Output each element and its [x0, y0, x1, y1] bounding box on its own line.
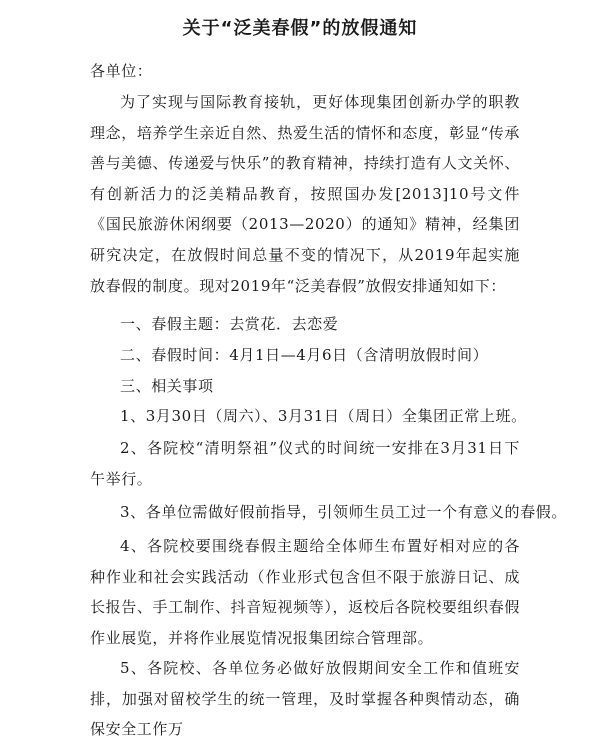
- item-2: 2、各院校“清明祭祖”仪式的时间统一安排在3月31日下午举行。: [90, 439, 520, 488]
- salutation: 各单位：: [90, 62, 153, 80]
- item-3: 3、各单位需做好假前指导，引领师生员工过一个有意义的春假。: [120, 503, 567, 521]
- section-matters: 三、相关事项: [120, 377, 214, 395]
- section-dates: 二、春假时间：4月1日—4月6日（含清明放假时间）: [120, 346, 489, 364]
- item-1: 1、3月30日（周六）、3月31日（周日）全集团正常上班。: [120, 407, 527, 425]
- item-5: 5、各院校、各单位务必做好放假期间安全工作和值班安排，加强对留校学生的统一管理，及时掌握各种舆情动态，确保安全工作万: [90, 659, 520, 739]
- section-theme: 一、春假主题：去赏花．去恋爱: [120, 315, 339, 333]
- intro-paragraph: 为了实现与国际教育接轨，更好体现集团创新办学的职教理念，培养学生亲近自然、热爱生活的情怀和态度，彰显“传承善与美德、传递爱与快乐”的教育精神，持续打造有人文关怀、有创新活力的泛美精品教育，按照国办发[2013]10号文件《国民旅游休闲纲要（2013—2020）的通知》精神，经集团研究决定，在放假时间总量不变的情况下，从2019年起实施放春假的制度。现对2019年“泛美春假”放假安排通知如下：: [90, 93, 520, 295]
- item-4: 4、各院校要围绕春假主题给全体师生布置好相对应的各种作业和社会实践活动（作业形式包含但不限于旅游日记、成长报告、手工制作、抖音短视频等），返校后各院校要组织春假作业展览，并将作业展览情况报集团综合管理部。: [90, 537, 520, 647]
- notice-title: 关于“泛美春假”的放假通知: [182, 18, 418, 39]
